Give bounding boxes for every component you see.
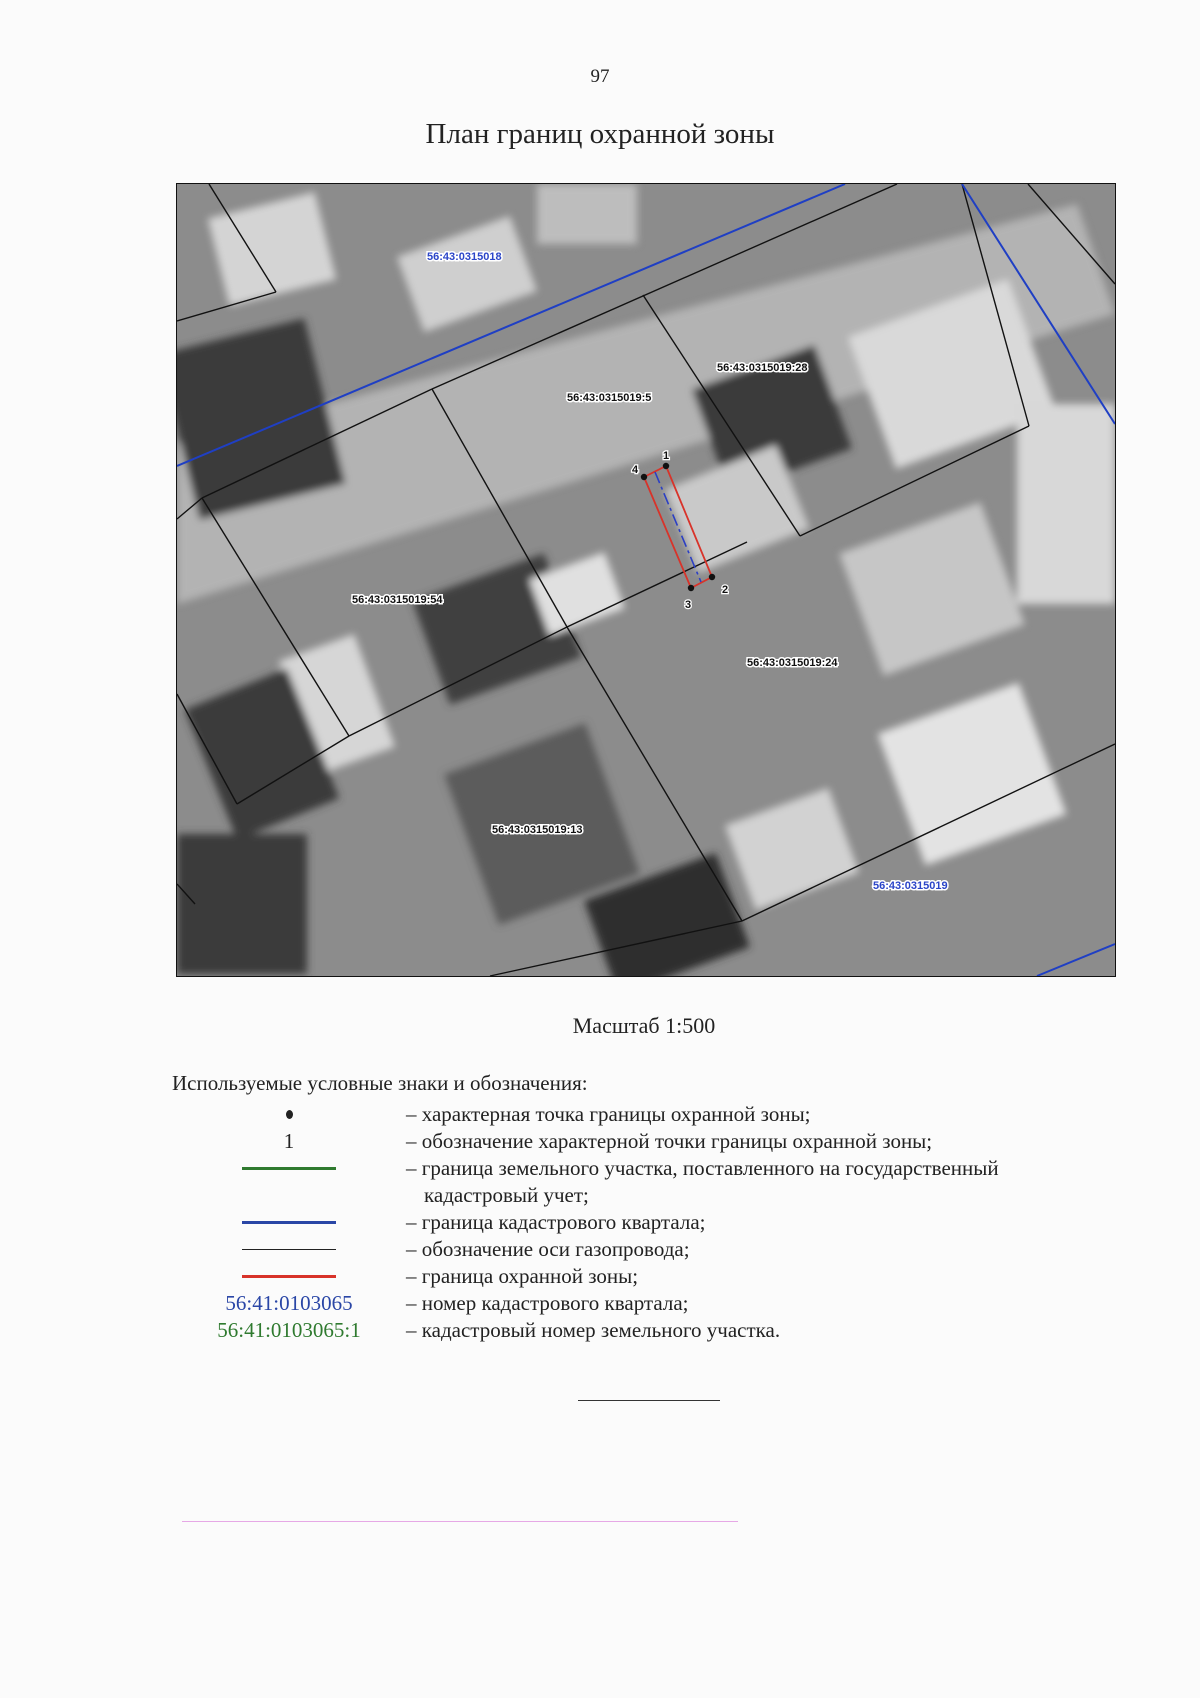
point-number-symbol: 1 — [283, 1129, 295, 1153]
quarter-label-bottom: 56:43:0315019 — [873, 880, 948, 892]
pipeline-axis-line-icon — [242, 1249, 336, 1250]
map-canvas — [177, 184, 1115, 976]
legend-item — [172, 1101, 1122, 1128]
point-label-2: 2 — [722, 584, 729, 596]
quarter-label-top: 56:43:0315018 — [427, 251, 502, 263]
parcel-number-sample: 56:41:0103065:1 — [217, 1318, 361, 1342]
point-3-marker — [688, 585, 694, 591]
aerial-photo — [177, 184, 1115, 976]
legend-description: – обозначение оси газопровода; — [406, 1237, 690, 1261]
point-2-marker — [709, 574, 715, 580]
legend-description: – номер кадастрового квартала; — [406, 1291, 689, 1315]
legend-description: – граница охранной зоны; — [406, 1264, 639, 1288]
point-4-marker — [641, 474, 647, 480]
legend-description-continued: кадастровый учет; — [424, 1183, 589, 1207]
quarter-number-sample: 56:41:0103065 — [225, 1291, 353, 1315]
legend-item — [172, 1128, 1122, 1155]
parcel-label-24: 56:43:0315019:24 — [747, 657, 838, 669]
point-dot-icon — [286, 1110, 293, 1119]
legend-item — [172, 1182, 1122, 1209]
end-divider — [578, 1400, 720, 1401]
parcel-label-54: 56:43:0315019:54 — [352, 594, 443, 606]
page-number: 97 — [590, 66, 610, 87]
point-1-marker — [663, 463, 669, 469]
map-scale: Масштаб 1:500 — [572, 1013, 716, 1038]
footer-rule — [182, 1521, 738, 1522]
legend-item — [172, 1263, 1122, 1290]
point-label-1: 1 — [663, 450, 670, 462]
parcel-label-5: 56:43:0315019:5 — [567, 392, 652, 404]
legend-item — [172, 1209, 1122, 1236]
page-title: План границ охранной зоны — [425, 118, 775, 150]
legend-description: – кадастровый номер земельного участка. — [406, 1318, 781, 1342]
parcel-label-13: 56:43:0315019:13 — [492, 824, 583, 836]
legend-title: Используемые условные знаки и обозначения: — [172, 1071, 588, 1095]
legend-description: – характерная точка границы охранной зоны; — [406, 1102, 811, 1126]
quarter-boundary-line-icon — [242, 1221, 336, 1224]
legend-item — [172, 1236, 1122, 1263]
parcel-boundary-line-icon — [242, 1167, 336, 1170]
parcel-label-28: 56:43:0315019:28 — [717, 362, 808, 374]
map-plan — [176, 183, 1116, 977]
legend-item — [172, 1155, 1122, 1182]
legend — [172, 1101, 1122, 1344]
point-label-3: 3 — [685, 599, 692, 611]
legend-item — [172, 1290, 1122, 1317]
legend-item — [172, 1317, 1122, 1344]
legend-description: – граница земельного участка, поставленного на государственный — [406, 1156, 999, 1180]
protection-zone-line-icon — [242, 1275, 336, 1278]
point-label-4: 4 — [632, 464, 639, 476]
legend-description: – граница кадастрового квартала; — [406, 1210, 706, 1234]
legend-description: – обозначение характерной точки границы охранной зоны; — [406, 1129, 933, 1153]
